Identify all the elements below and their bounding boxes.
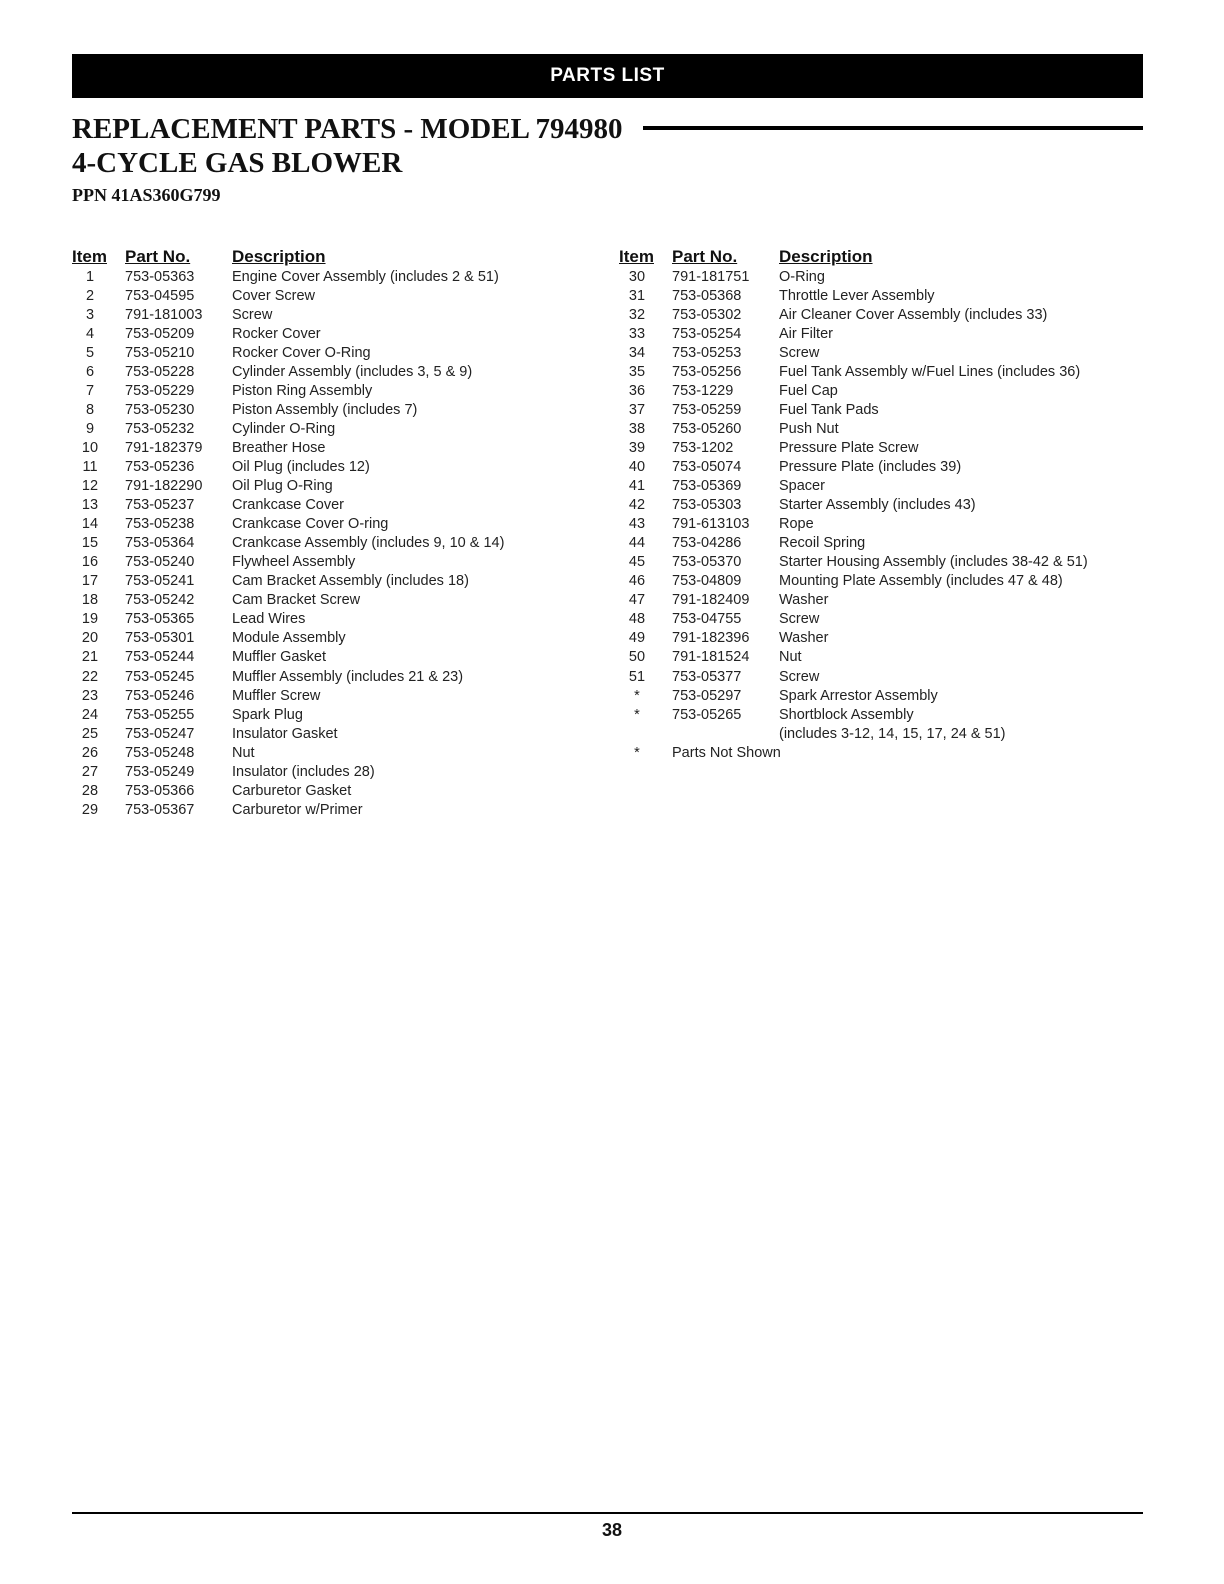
table-row bbox=[619, 724, 1139, 743]
cell-description: Spark Plug bbox=[232, 706, 303, 723]
table-row bbox=[619, 515, 1139, 534]
table-header bbox=[72, 245, 592, 267]
cell-part-no: 753-04755 bbox=[672, 611, 742, 628]
cell-description: Air Cleaner Cover Assembly (includes 33) bbox=[779, 306, 1048, 323]
cell-part-no: 753-05363 bbox=[125, 268, 195, 285]
cell-item: 25 bbox=[81, 725, 99, 742]
cell-description: Screw bbox=[779, 668, 820, 685]
cell-part-no: 753-05265 bbox=[672, 706, 742, 723]
cell-item: 3 bbox=[85, 306, 95, 323]
table-row bbox=[72, 515, 592, 534]
cell-part-no: 791-182290 bbox=[125, 478, 203, 495]
cell-description: Fuel Tank Assembly w/Fuel Lines (includes 36) bbox=[779, 363, 1081, 380]
cell-part-no: 753-05229 bbox=[125, 382, 195, 399]
table-row bbox=[72, 781, 592, 800]
cell-item: 32 bbox=[628, 306, 646, 323]
cell-part-no: 753-05365 bbox=[125, 611, 195, 628]
cell-item: 6 bbox=[85, 363, 95, 380]
table-row bbox=[72, 648, 592, 667]
cell-part-no: 753-05259 bbox=[672, 401, 742, 418]
header-part-no: Part No. bbox=[125, 247, 191, 266]
table-row bbox=[619, 381, 1139, 400]
cell-description: Rocker Cover O-Ring bbox=[232, 344, 371, 361]
table-row bbox=[619, 534, 1139, 553]
cell-description: Washer bbox=[779, 630, 829, 647]
table-row bbox=[72, 743, 592, 762]
cell-description: Crankcase Assembly (includes 9, 10 & 14) bbox=[232, 535, 505, 552]
cell-description: Spark Arrestor Assembly bbox=[779, 687, 938, 704]
cell-description: Oil Plug O-Ring bbox=[232, 478, 333, 495]
cell-description: Mounting Plate Assembly (includes 47 & 48) bbox=[779, 573, 1063, 590]
cell-part-no: 753-05237 bbox=[125, 497, 195, 514]
cell-description: Engine Cover Assembly (includes 2 & 51) bbox=[232, 268, 499, 285]
cell-description: Fuel Cap bbox=[779, 382, 838, 399]
table-body-left bbox=[72, 267, 592, 819]
cell-part-no: Parts Not Shown bbox=[672, 744, 781, 761]
cell-part-no: 753-05238 bbox=[125, 516, 195, 533]
cell-description: Push Nut bbox=[779, 420, 839, 437]
table-row bbox=[72, 496, 592, 515]
cell-item: * bbox=[634, 687, 640, 704]
cell-item: 15 bbox=[81, 535, 99, 552]
cell-part-no: 753-05367 bbox=[125, 801, 195, 818]
cell-part-no: 753-05249 bbox=[125, 763, 195, 780]
cell-part-no: 753-05301 bbox=[125, 630, 195, 647]
table-row bbox=[619, 438, 1139, 457]
cell-item: 37 bbox=[628, 401, 646, 418]
cell-item: 46 bbox=[628, 573, 646, 590]
cell-description: Cam Bracket Assembly (includes 18) bbox=[232, 573, 469, 590]
cell-part-no: 753-05210 bbox=[125, 344, 195, 361]
page-number: 38 bbox=[601, 1520, 623, 1540]
header-item: Item bbox=[619, 247, 654, 266]
cell-part-no: 753-05247 bbox=[125, 725, 195, 742]
cell-part-no: 753-05236 bbox=[125, 458, 195, 475]
header-description: Description bbox=[232, 247, 326, 266]
cell-item: 39 bbox=[628, 439, 646, 456]
cell-description: O-Ring bbox=[779, 268, 825, 285]
table-row bbox=[72, 343, 592, 362]
table-body-right bbox=[619, 267, 1139, 762]
cell-item: 34 bbox=[628, 344, 646, 361]
table-row bbox=[72, 553, 592, 572]
cell-part-no: 753-05368 bbox=[672, 287, 742, 304]
cell-item: 24 bbox=[81, 706, 99, 723]
cell-item: 35 bbox=[628, 363, 646, 380]
cell-description: Screw bbox=[779, 344, 820, 361]
cell-item: 4 bbox=[85, 325, 95, 342]
cell-item: * bbox=[634, 706, 640, 723]
cell-part-no: 753-05244 bbox=[125, 649, 195, 666]
table-row bbox=[72, 724, 592, 743]
cell-part-no: 753-05253 bbox=[672, 344, 742, 361]
parts-table-left bbox=[72, 245, 592, 819]
table-row bbox=[72, 286, 592, 305]
cell-description: Piston Assembly (includes 7) bbox=[232, 401, 418, 418]
cell-part-no: 753-05230 bbox=[125, 401, 195, 418]
cell-item: 23 bbox=[81, 687, 99, 704]
table-row bbox=[72, 381, 592, 400]
cell-description: Pressure Plate Screw bbox=[779, 439, 919, 456]
cell-item: 26 bbox=[81, 744, 99, 761]
table-row bbox=[619, 591, 1139, 610]
ppn-number: PPN 41AS360G799 bbox=[72, 185, 221, 205]
cell-description: Cam Bracket Screw bbox=[232, 592, 361, 609]
table-row bbox=[72, 419, 592, 438]
table-row bbox=[72, 705, 592, 724]
table-row bbox=[619, 267, 1139, 286]
table-row bbox=[619, 667, 1139, 686]
cell-part-no: 753-05303 bbox=[672, 497, 742, 514]
cell-item: 38 bbox=[628, 420, 646, 437]
table-row bbox=[72, 762, 592, 781]
table-row bbox=[619, 324, 1139, 343]
table-row bbox=[72, 667, 592, 686]
cell-description: Carburetor w/Primer bbox=[232, 801, 363, 818]
cell-description: Nut bbox=[779, 649, 802, 666]
table-row bbox=[619, 305, 1139, 324]
cell-item: 1 bbox=[85, 268, 95, 285]
table-row bbox=[619, 553, 1139, 572]
cell-description: Insulator (includes 28) bbox=[232, 763, 375, 780]
cell-part-no: 753-05256 bbox=[672, 363, 742, 380]
table-row bbox=[619, 572, 1139, 591]
cell-part-no: 753-1229 bbox=[672, 382, 734, 399]
cell-part-no: 753-05254 bbox=[672, 325, 742, 342]
table-row bbox=[619, 686, 1139, 705]
cell-description: Carburetor Gasket bbox=[232, 782, 352, 799]
table-row bbox=[619, 286, 1139, 305]
header-part-no: Part No. bbox=[672, 247, 738, 266]
cell-description: Starter Housing Assembly (includes 38-42 & 51) bbox=[779, 554, 1088, 571]
table-row bbox=[72, 362, 592, 381]
cell-part-no: 791-181003 bbox=[125, 306, 203, 323]
header-description: Description bbox=[779, 247, 873, 266]
cell-description: Fuel Tank Pads bbox=[779, 401, 879, 418]
cell-description: Lead Wires bbox=[232, 611, 306, 628]
cell-part-no: 753-05242 bbox=[125, 592, 195, 609]
cell-part-no: 753-05255 bbox=[125, 706, 195, 723]
cell-item: 7 bbox=[85, 382, 95, 399]
cell-part-no: 791-182409 bbox=[672, 592, 750, 609]
table-row bbox=[619, 457, 1139, 476]
table-row bbox=[619, 477, 1139, 496]
cell-item: 47 bbox=[628, 592, 646, 609]
cell-part-no: 753-04595 bbox=[125, 287, 195, 304]
cell-part-no: 791-182396 bbox=[672, 630, 750, 647]
cell-item: 8 bbox=[85, 401, 95, 418]
cell-item: 51 bbox=[628, 668, 646, 685]
cell-item: 44 bbox=[628, 535, 646, 552]
table-row bbox=[72, 610, 592, 629]
table-row bbox=[72, 305, 592, 324]
cell-item: 10 bbox=[81, 439, 99, 456]
cell-item: 49 bbox=[628, 630, 646, 647]
cell-description: Starter Assembly (includes 43) bbox=[779, 497, 976, 514]
table-row bbox=[72, 438, 592, 457]
cell-part-no: 753-05364 bbox=[125, 535, 195, 552]
cell-part-no: 753-05377 bbox=[672, 668, 742, 685]
cell-description: Rope bbox=[779, 516, 814, 533]
page-subtitle: 4-CYCLE GAS BLOWER bbox=[72, 147, 403, 179]
cell-item: 20 bbox=[81, 630, 99, 647]
table-row bbox=[619, 343, 1139, 362]
cell-item: 33 bbox=[628, 325, 646, 342]
parts-list-banner bbox=[72, 54, 1143, 98]
cell-description: Muffler Screw bbox=[232, 687, 321, 704]
cell-item: 28 bbox=[81, 782, 99, 799]
cell-part-no: 753-05245 bbox=[125, 668, 195, 685]
banner-title: PARTS LIST bbox=[550, 65, 665, 86]
table-row bbox=[619, 362, 1139, 381]
cell-item: 21 bbox=[81, 649, 99, 666]
table-row bbox=[619, 648, 1139, 667]
cell-item: 9 bbox=[85, 420, 95, 437]
cell-part-no: 791-613103 bbox=[672, 516, 750, 533]
table-row bbox=[619, 629, 1139, 648]
header-item: Item bbox=[72, 247, 107, 266]
table-row bbox=[619, 610, 1139, 629]
cell-item: 13 bbox=[81, 497, 99, 514]
cell-description: (includes 3-12, 14, 15, 17, 24 & 51) bbox=[779, 725, 1006, 742]
table-row bbox=[72, 800, 592, 819]
cell-description: Insulator Gasket bbox=[232, 725, 338, 742]
table-row bbox=[619, 400, 1139, 419]
cell-item: 5 bbox=[85, 344, 95, 361]
table-row bbox=[619, 705, 1139, 724]
cell-description: Muffler Assembly (includes 21 & 23) bbox=[232, 668, 464, 685]
cell-description: Screw bbox=[232, 306, 273, 323]
parts-table-right bbox=[619, 245, 1139, 762]
cell-description: Breather Hose bbox=[232, 439, 326, 456]
cell-part-no: 753-05370 bbox=[672, 554, 742, 571]
cell-item: 30 bbox=[628, 268, 646, 285]
title-line-1 bbox=[72, 112, 1143, 146]
cell-description: Nut bbox=[232, 744, 255, 761]
cell-part-no: 753-05241 bbox=[125, 573, 195, 590]
table-row bbox=[619, 496, 1139, 515]
cell-part-no: 753-05260 bbox=[672, 420, 742, 437]
cell-part-no: 753-05232 bbox=[125, 420, 195, 437]
cell-description: Cover Screw bbox=[232, 287, 315, 304]
cell-part-no: 753-04809 bbox=[672, 573, 742, 590]
cell-description: Crankcase Cover bbox=[232, 497, 345, 514]
cell-part-no: 753-05209 bbox=[125, 325, 195, 342]
table-row bbox=[619, 419, 1139, 438]
table-row bbox=[72, 477, 592, 496]
cell-item: 50 bbox=[628, 649, 646, 666]
cell-description: Shortblock Assembly bbox=[779, 706, 914, 723]
title-rule bbox=[643, 126, 1143, 130]
table-row bbox=[72, 534, 592, 553]
table-row bbox=[72, 629, 592, 648]
table-row bbox=[619, 743, 1139, 762]
cell-description: Rocker Cover bbox=[232, 325, 321, 342]
cell-item: 19 bbox=[81, 611, 99, 628]
table-row bbox=[72, 324, 592, 343]
cell-part-no: 791-182379 bbox=[125, 439, 203, 456]
cell-item: 18 bbox=[81, 592, 99, 609]
cell-item: 29 bbox=[81, 801, 99, 818]
cell-item: 36 bbox=[628, 382, 646, 399]
cell-item: 41 bbox=[628, 478, 646, 495]
title-block bbox=[72, 112, 1143, 208]
cell-part-no: 753-05297 bbox=[672, 687, 742, 704]
cell-item: 14 bbox=[81, 516, 99, 533]
cell-part-no: 753-05369 bbox=[672, 478, 742, 495]
table-row bbox=[72, 591, 592, 610]
cell-part-no: 753-05228 bbox=[125, 363, 195, 380]
cell-part-no: 753-05302 bbox=[672, 306, 742, 323]
cell-item: 11 bbox=[82, 458, 98, 475]
cell-item: * bbox=[634, 744, 640, 761]
cell-item: 43 bbox=[628, 516, 646, 533]
cell-part-no: 791-181524 bbox=[672, 649, 750, 666]
cell-part-no: 753-05240 bbox=[125, 554, 195, 571]
cell-description: Washer bbox=[779, 592, 829, 609]
cell-description: Piston Ring Assembly bbox=[232, 382, 373, 399]
cell-part-no: 791-181751 bbox=[672, 268, 750, 285]
cell-item: 31 bbox=[628, 287, 646, 304]
cell-item: 45 bbox=[628, 554, 646, 571]
cell-description: Throttle Lever Assembly bbox=[779, 287, 935, 304]
footer-rule bbox=[72, 1512, 1143, 1514]
cell-description: Module Assembly bbox=[232, 630, 346, 647]
page-title: REPLACEMENT PARTS - MODEL 794980 bbox=[72, 113, 623, 145]
cell-part-no: 753-1202 bbox=[672, 439, 734, 456]
table-header bbox=[619, 245, 1139, 267]
table-row bbox=[72, 267, 592, 286]
cell-description: Pressure Plate (includes 39) bbox=[779, 458, 962, 475]
cell-item: 22 bbox=[81, 668, 99, 685]
cell-description: Screw bbox=[779, 611, 820, 628]
table-row bbox=[72, 572, 592, 591]
cell-item: 12 bbox=[81, 478, 99, 495]
cell-item: 2 bbox=[85, 287, 95, 304]
table-row bbox=[72, 686, 592, 705]
cell-description: Recoil Spring bbox=[779, 535, 866, 552]
cell-item: 17 bbox=[81, 573, 99, 590]
cell-part-no: 753-05248 bbox=[125, 744, 195, 761]
cell-description: Cylinder O-Ring bbox=[232, 420, 336, 437]
cell-description: Cylinder Assembly (includes 3, 5 & 9) bbox=[232, 363, 473, 380]
cell-part-no: 753-05366 bbox=[125, 782, 195, 799]
cell-description: Oil Plug (includes 12) bbox=[232, 458, 370, 475]
cell-description: Air Filter bbox=[779, 325, 833, 342]
cell-description: Flywheel Assembly bbox=[232, 554, 356, 571]
cell-description: Spacer bbox=[779, 478, 825, 495]
cell-item: 16 bbox=[81, 554, 99, 571]
cell-item: 48 bbox=[628, 611, 646, 628]
cell-description: Muffler Gasket bbox=[232, 649, 327, 666]
cell-item: 40 bbox=[628, 458, 646, 475]
cell-part-no: 753-05246 bbox=[125, 687, 195, 704]
table-row bbox=[72, 457, 592, 476]
cell-item: 42 bbox=[628, 497, 646, 514]
cell-part-no: 753-05074 bbox=[672, 458, 742, 475]
table-row bbox=[72, 400, 592, 419]
cell-description: Crankcase Cover O-ring bbox=[232, 516, 389, 533]
cell-item: 27 bbox=[81, 763, 99, 780]
cell-part-no: 753-04286 bbox=[672, 535, 742, 552]
